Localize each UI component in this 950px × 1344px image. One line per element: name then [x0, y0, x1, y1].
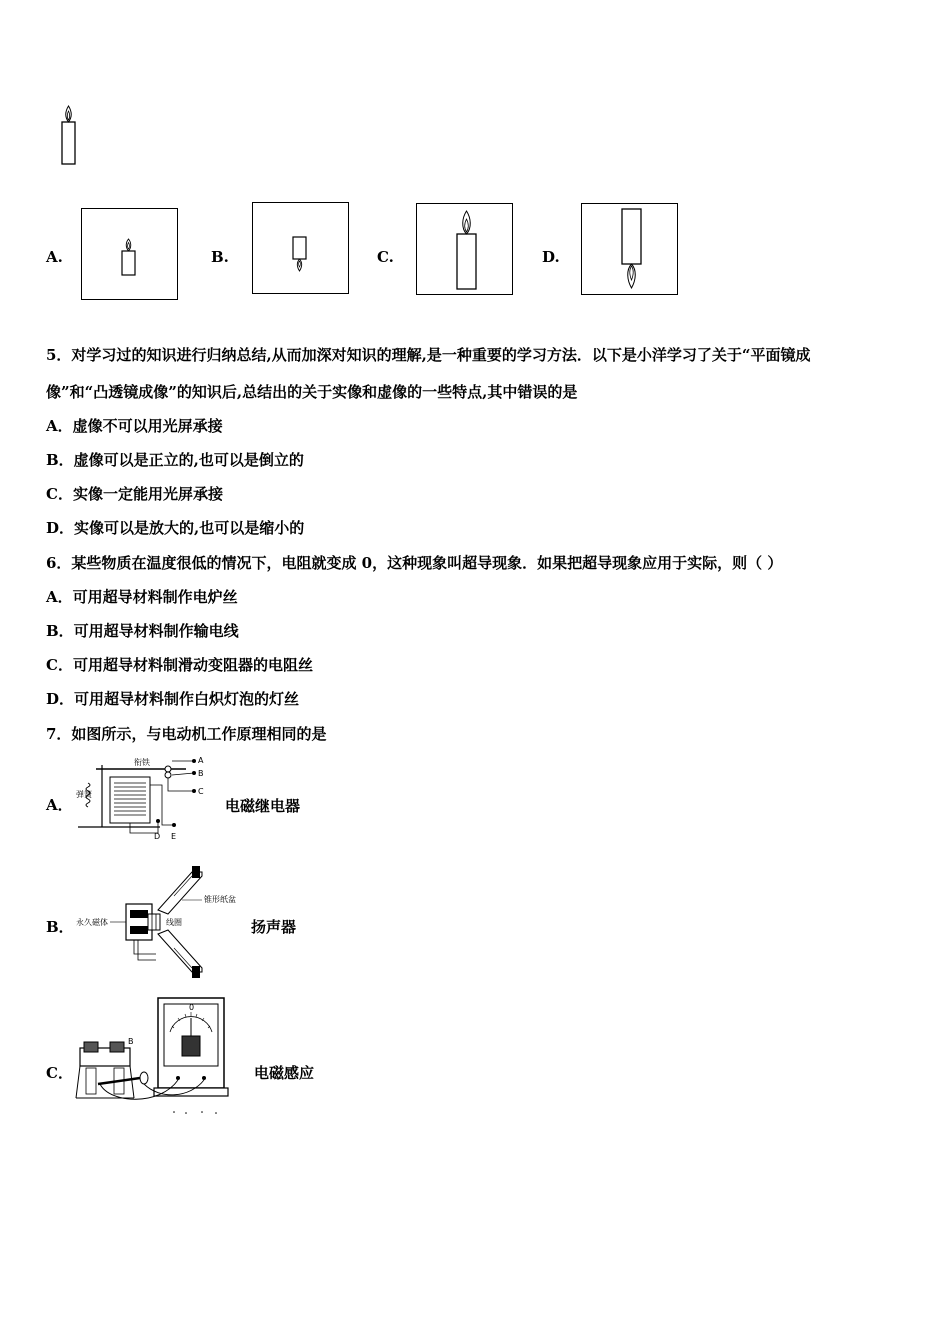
electromagnetic-induction-diagram [70, 996, 250, 1118]
q7-option-c-caption[interactable]: 电磁感应 [254, 1064, 315, 1082]
small-upright-candle-icon [82, 209, 179, 301]
relay-terminal-d: D [154, 832, 161, 841]
q7-option-b-label[interactable]: B． [46, 918, 74, 936]
galvanometer-zero-label: 0 [189, 1003, 195, 1012]
relay-terminal-c: C [198, 787, 204, 796]
large-upright-candle-icon [417, 204, 514, 296]
q7-option-b-caption[interactable]: 扬声器 [251, 918, 297, 936]
relay-terminal-b: B [198, 769, 204, 778]
relay-terminal-a: A [198, 756, 204, 765]
small-inverted-candle-icon [253, 203, 350, 295]
q4-option-b-image[interactable] [252, 202, 349, 294]
q5-stem-line1: 5．对学习过的知识进行归纳总结,从而加深对知识的理解,是一种重要的学习方法．以下是小洋学习了关于“平面镜成 [46, 346, 811, 364]
q4-option-d-image[interactable] [581, 203, 678, 295]
q7-stem: 7．如图所示，与电动机工作原理相同的是 [46, 725, 327, 743]
loudspeaker-diagram [74, 862, 239, 984]
q5-option-b[interactable]: B．虚像可以是正立的,也可以是倒立的 [46, 451, 304, 469]
q7-option-a-caption[interactable]: 电磁继电器 [225, 797, 301, 815]
q5-option-d[interactable]: D．实像可以是放大的,也可以是缩小的 [46, 519, 305, 537]
speaker-coil-label: 线圈 [166, 918, 182, 927]
q6-option-d[interactable]: D．可用超导材料制作白炽灯泡的灯丝 [46, 690, 300, 708]
q6-option-b[interactable]: B．可用超导材料制作输电线 [46, 622, 239, 640]
electromagnetic-relay-diagram [74, 755, 214, 843]
q4-option-a-image[interactable] [81, 208, 178, 300]
speaker-cone-label: 锥形纸盆 [204, 895, 236, 904]
magnet-pole-label: B [128, 1037, 134, 1046]
q6-option-a[interactable]: A．可用超导材料制作电炉丝 [46, 588, 238, 606]
large-inverted-candle-icon [582, 204, 679, 296]
q4-option-c-label[interactable]: C. [377, 248, 394, 266]
speaker-magnet-label: 永久磁体 [76, 918, 108, 927]
relay-terminal-e: E [171, 832, 177, 841]
q5-option-c[interactable]: C．实像一定能用光屏承接 [46, 485, 223, 503]
q6-option-c[interactable]: C．可用超导材料制滑动变阻器的电阻丝 [46, 656, 313, 674]
q5-option-a[interactable]: A．虚像不可以用光屏承接 [46, 417, 223, 435]
q4-option-d-label[interactable]: D. [542, 248, 560, 266]
relay-armature-label: 衔铁 [134, 758, 150, 767]
q4-option-c-image[interactable] [416, 203, 513, 295]
reference-candle-figure [55, 100, 85, 170]
q6-stem: 6．某些物质在温度很低的情况下，电阻就变成 0，这种现象叫超导现象．如果把超导现象应用于实际，则（ ） [46, 554, 783, 572]
q7-option-c-label[interactable]: C． [46, 1064, 73, 1082]
q7-option-a-label[interactable]: A． [46, 796, 73, 814]
q4-option-a-label[interactable]: A. [46, 248, 63, 266]
relay-spring-label: 弹簧 [76, 790, 92, 799]
q5-stem-line2: 像”和“凸透镜成像”的知识后,总结出的关于实像和虚像的一些特点,其中错误的是 [46, 383, 578, 401]
q4-option-b-label[interactable]: B. [211, 248, 229, 266]
